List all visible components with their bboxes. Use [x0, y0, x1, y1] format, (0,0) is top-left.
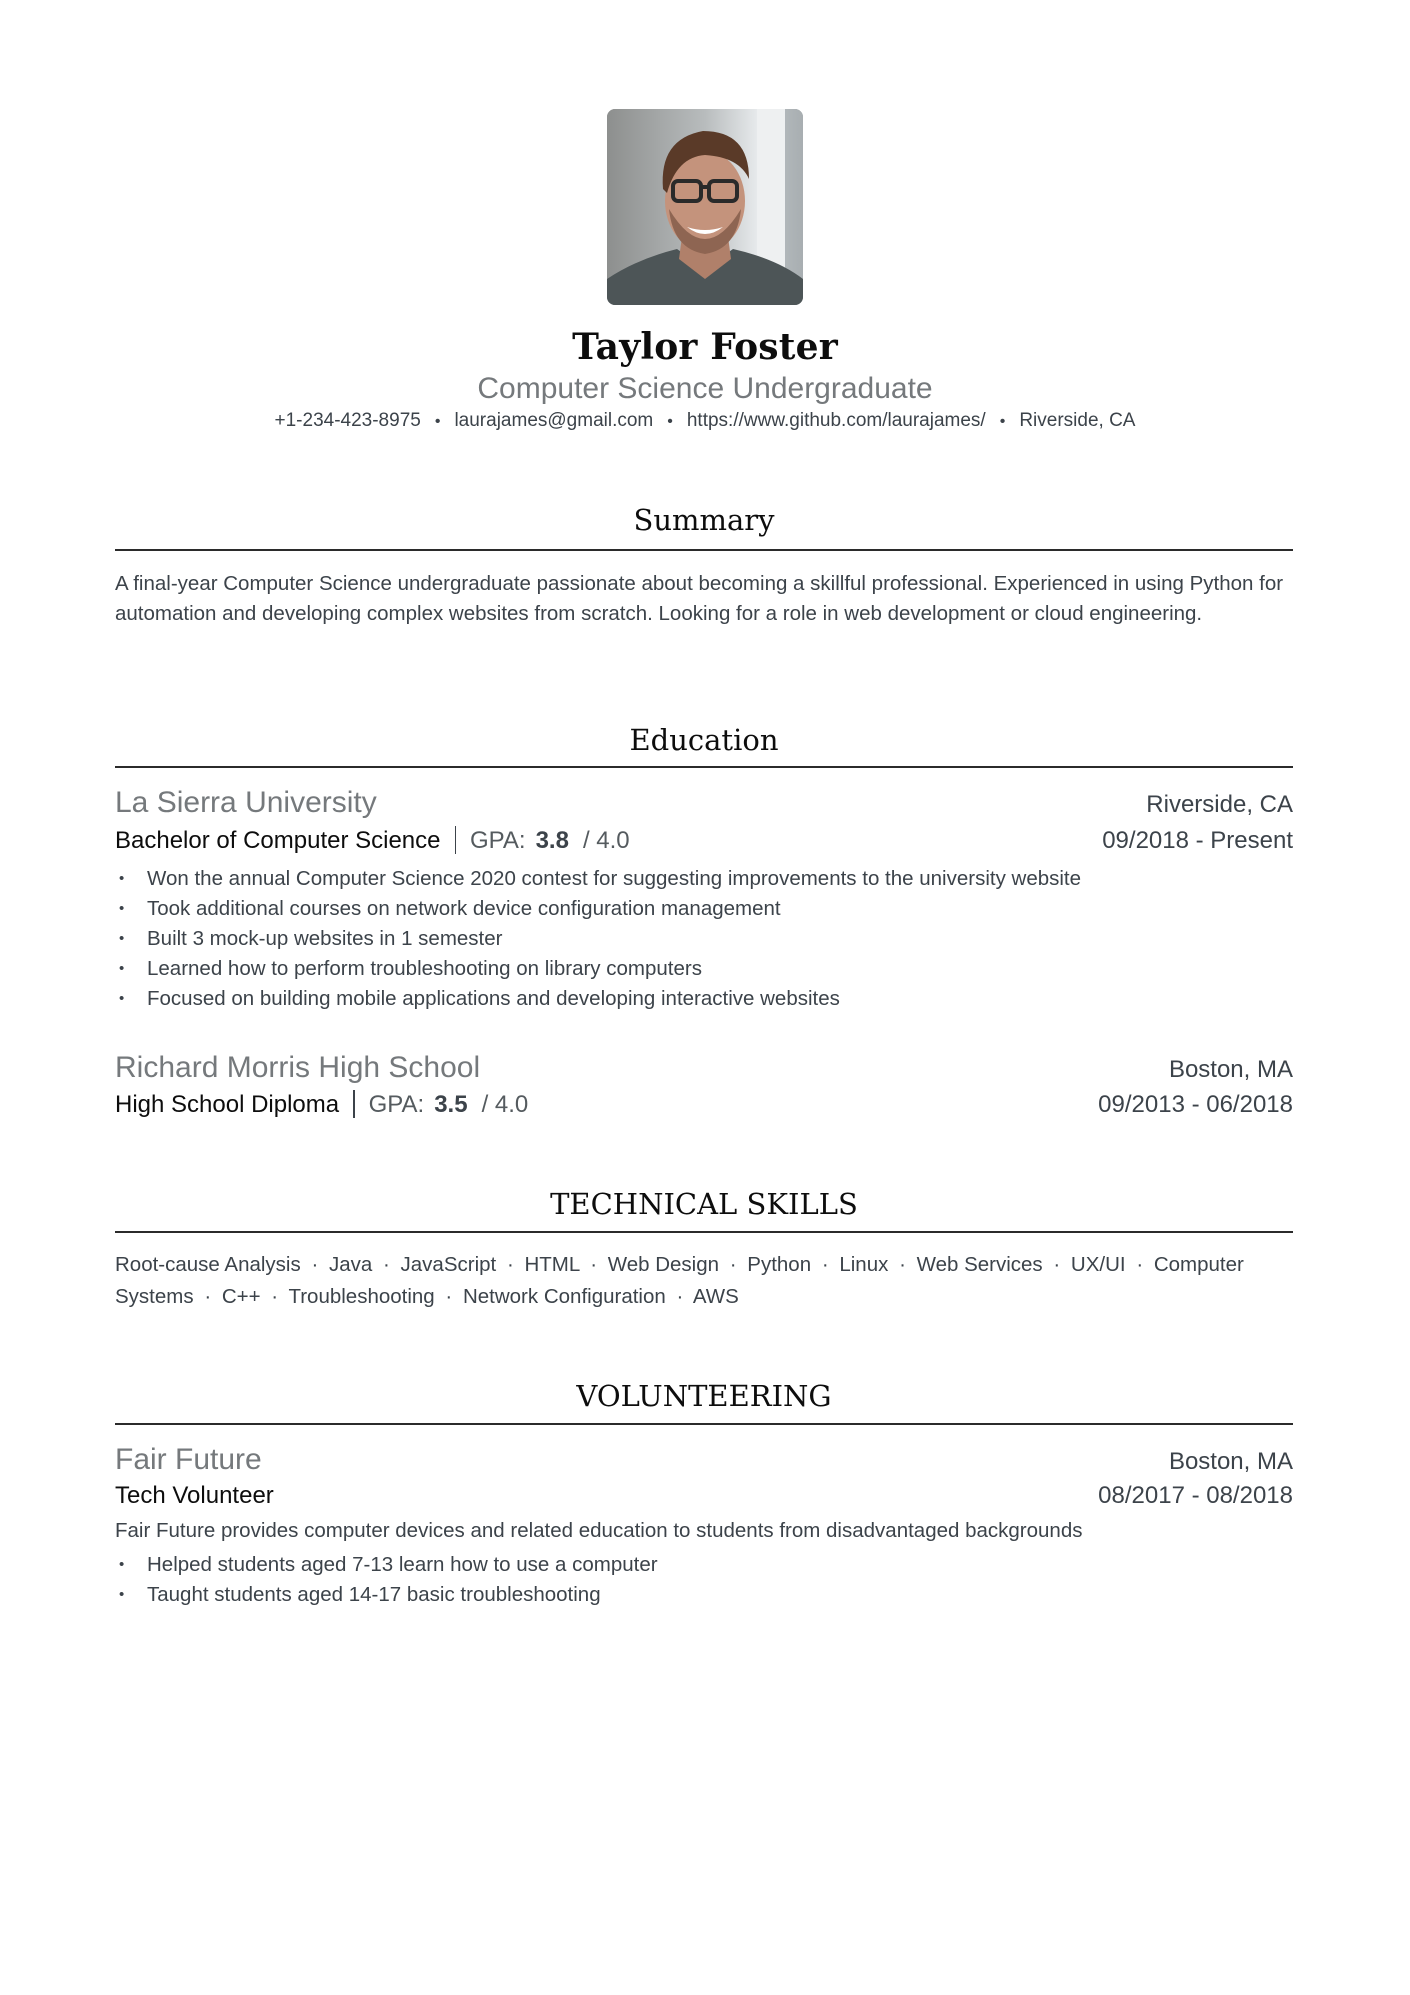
skill-item: AWS [692, 1285, 739, 1308]
skill-item: UX/UI [1070, 1253, 1126, 1276]
skill-separator: · [729, 1253, 737, 1276]
skill-separator: · [506, 1253, 514, 1276]
institution-name: La Sierra University [115, 786, 377, 819]
degree-line [115, 826, 630, 855]
skill-separator: · [445, 1285, 453, 1308]
contact-line [0, 410, 1410, 432]
profile-photo [607, 109, 803, 305]
skill-item: HTML [524, 1253, 580, 1276]
website-link[interactable]: https://www.github.com/laurajames/ [686, 410, 986, 431]
list-item: • Learned how to perform troubleshooting on library computers [115, 954, 1293, 984]
skill-item: Root-cause Analysis [115, 1253, 301, 1276]
candidate-name: Taylor Foster [572, 326, 838, 368]
skill-item: C++ [221, 1285, 261, 1308]
skill-separator: · [590, 1253, 598, 1276]
organization-name: Fair Future [115, 1443, 262, 1476]
gpa-value: 3.5 [434, 1091, 468, 1118]
list-item: • Taught students aged 14-17 basic troubleshooting [115, 1580, 1293, 1610]
person-portrait-icon [607, 109, 803, 305]
section-title-skills: TECHNICAL SKILLS [550, 1187, 858, 1221]
education-dates: 09/2013 - 06/2018 [1098, 1091, 1293, 1118]
skill-separator: · [821, 1253, 829, 1276]
section-title-volunteering: VOLUNTEERING [576, 1379, 832, 1413]
section-divider [115, 766, 1293, 768]
skill-separator: · [204, 1285, 212, 1308]
skill-item: JavaScript [400, 1253, 497, 1276]
skill-item: Web Services [916, 1253, 1043, 1276]
section-title-summary: Summary [633, 503, 775, 537]
volunteering-dates: 08/2017 - 08/2018 [1098, 1482, 1293, 1509]
skill-item: Troubleshooting [288, 1285, 435, 1308]
skill-separator: · [676, 1285, 684, 1308]
list-item: • Helped students aged 7-13 learn how to use a computer [115, 1550, 1293, 1580]
institution-location: Boston, MA [1168, 1056, 1293, 1083]
skill-item: Python [747, 1253, 812, 1276]
education-bullets [115, 864, 1293, 1014]
skill-item: Computer Systems [115, 1253, 1244, 1308]
vertical-divider [353, 1090, 355, 1118]
gpa-label: GPA: [368, 1091, 425, 1118]
location: Riverside, CA [1019, 410, 1136, 431]
skill-separator: · [1053, 1253, 1061, 1276]
organization-description: Fair Future provides computer devices and related education to students from disadvantaged backgrounds [115, 1519, 1083, 1542]
summary-text: A final-year Computer Science undergraduate passionate about becoming a skillful professional. Experienced in using Python for automation and developing complex websites from scratch. Looking for a role in web development or cloud engineering. [115, 572, 1284, 625]
institution-location: Riverside, CA [1146, 791, 1293, 818]
education-dates: 09/2018 - Present [1102, 827, 1293, 854]
degree-line [115, 1090, 528, 1119]
candidate-headline: Computer Science Undergraduate [477, 372, 933, 405]
separator-dot: • [434, 413, 441, 430]
skill-separator: · [899, 1253, 906, 1276]
list-item: • Won the annual Computer Science 2020 contest for suggesting improvements to the university website [115, 864, 1293, 894]
skill-separator: · [271, 1285, 279, 1308]
skill-separator: · [311, 1253, 319, 1276]
skill-item: Network Configuration [462, 1285, 666, 1308]
separator-dot: • [667, 413, 673, 430]
skills-list [115, 1249, 1305, 1313]
degree-name: High School Diploma [115, 1091, 340, 1118]
phone-number: +1-234-423-8975 [274, 410, 421, 431]
skill-separator: · [1136, 1253, 1144, 1276]
section-divider [115, 1423, 1293, 1425]
role-title: Tech Volunteer [115, 1482, 274, 1509]
gpa-label: GPA: [470, 827, 526, 854]
list-item: • Built 3 mock-up websites in 1 semester [115, 924, 1293, 954]
volunteering-bullets [115, 1550, 1293, 1610]
list-item: • Focused on building mobile applications and developing interactive websites [115, 984, 1293, 1014]
section-title-education: Education [629, 723, 779, 757]
section-divider [115, 549, 1293, 551]
gpa-max: / 4.0 [481, 1091, 529, 1118]
list-item: • Took additional courses on network device configuration management [115, 894, 1293, 924]
section-divider [115, 1231, 1293, 1233]
gpa-max: / 4.0 [582, 827, 630, 854]
gpa-value: 3.8 [535, 827, 569, 854]
institution-name: Richard Morris High School [115, 1051, 481, 1084]
skill-item: Web Design [607, 1253, 720, 1276]
degree-name: Bachelor of Computer Science [115, 827, 441, 854]
skill-item: Java [328, 1253, 373, 1276]
organization-location: Boston, MA [1168, 1448, 1293, 1475]
vertical-divider [455, 826, 457, 854]
skill-item: Linux [839, 1253, 889, 1276]
skill-separator: · [382, 1253, 390, 1276]
email-address[interactable]: laurajames@gmail.com [454, 410, 654, 431]
separator-dot: • [999, 413, 1006, 430]
